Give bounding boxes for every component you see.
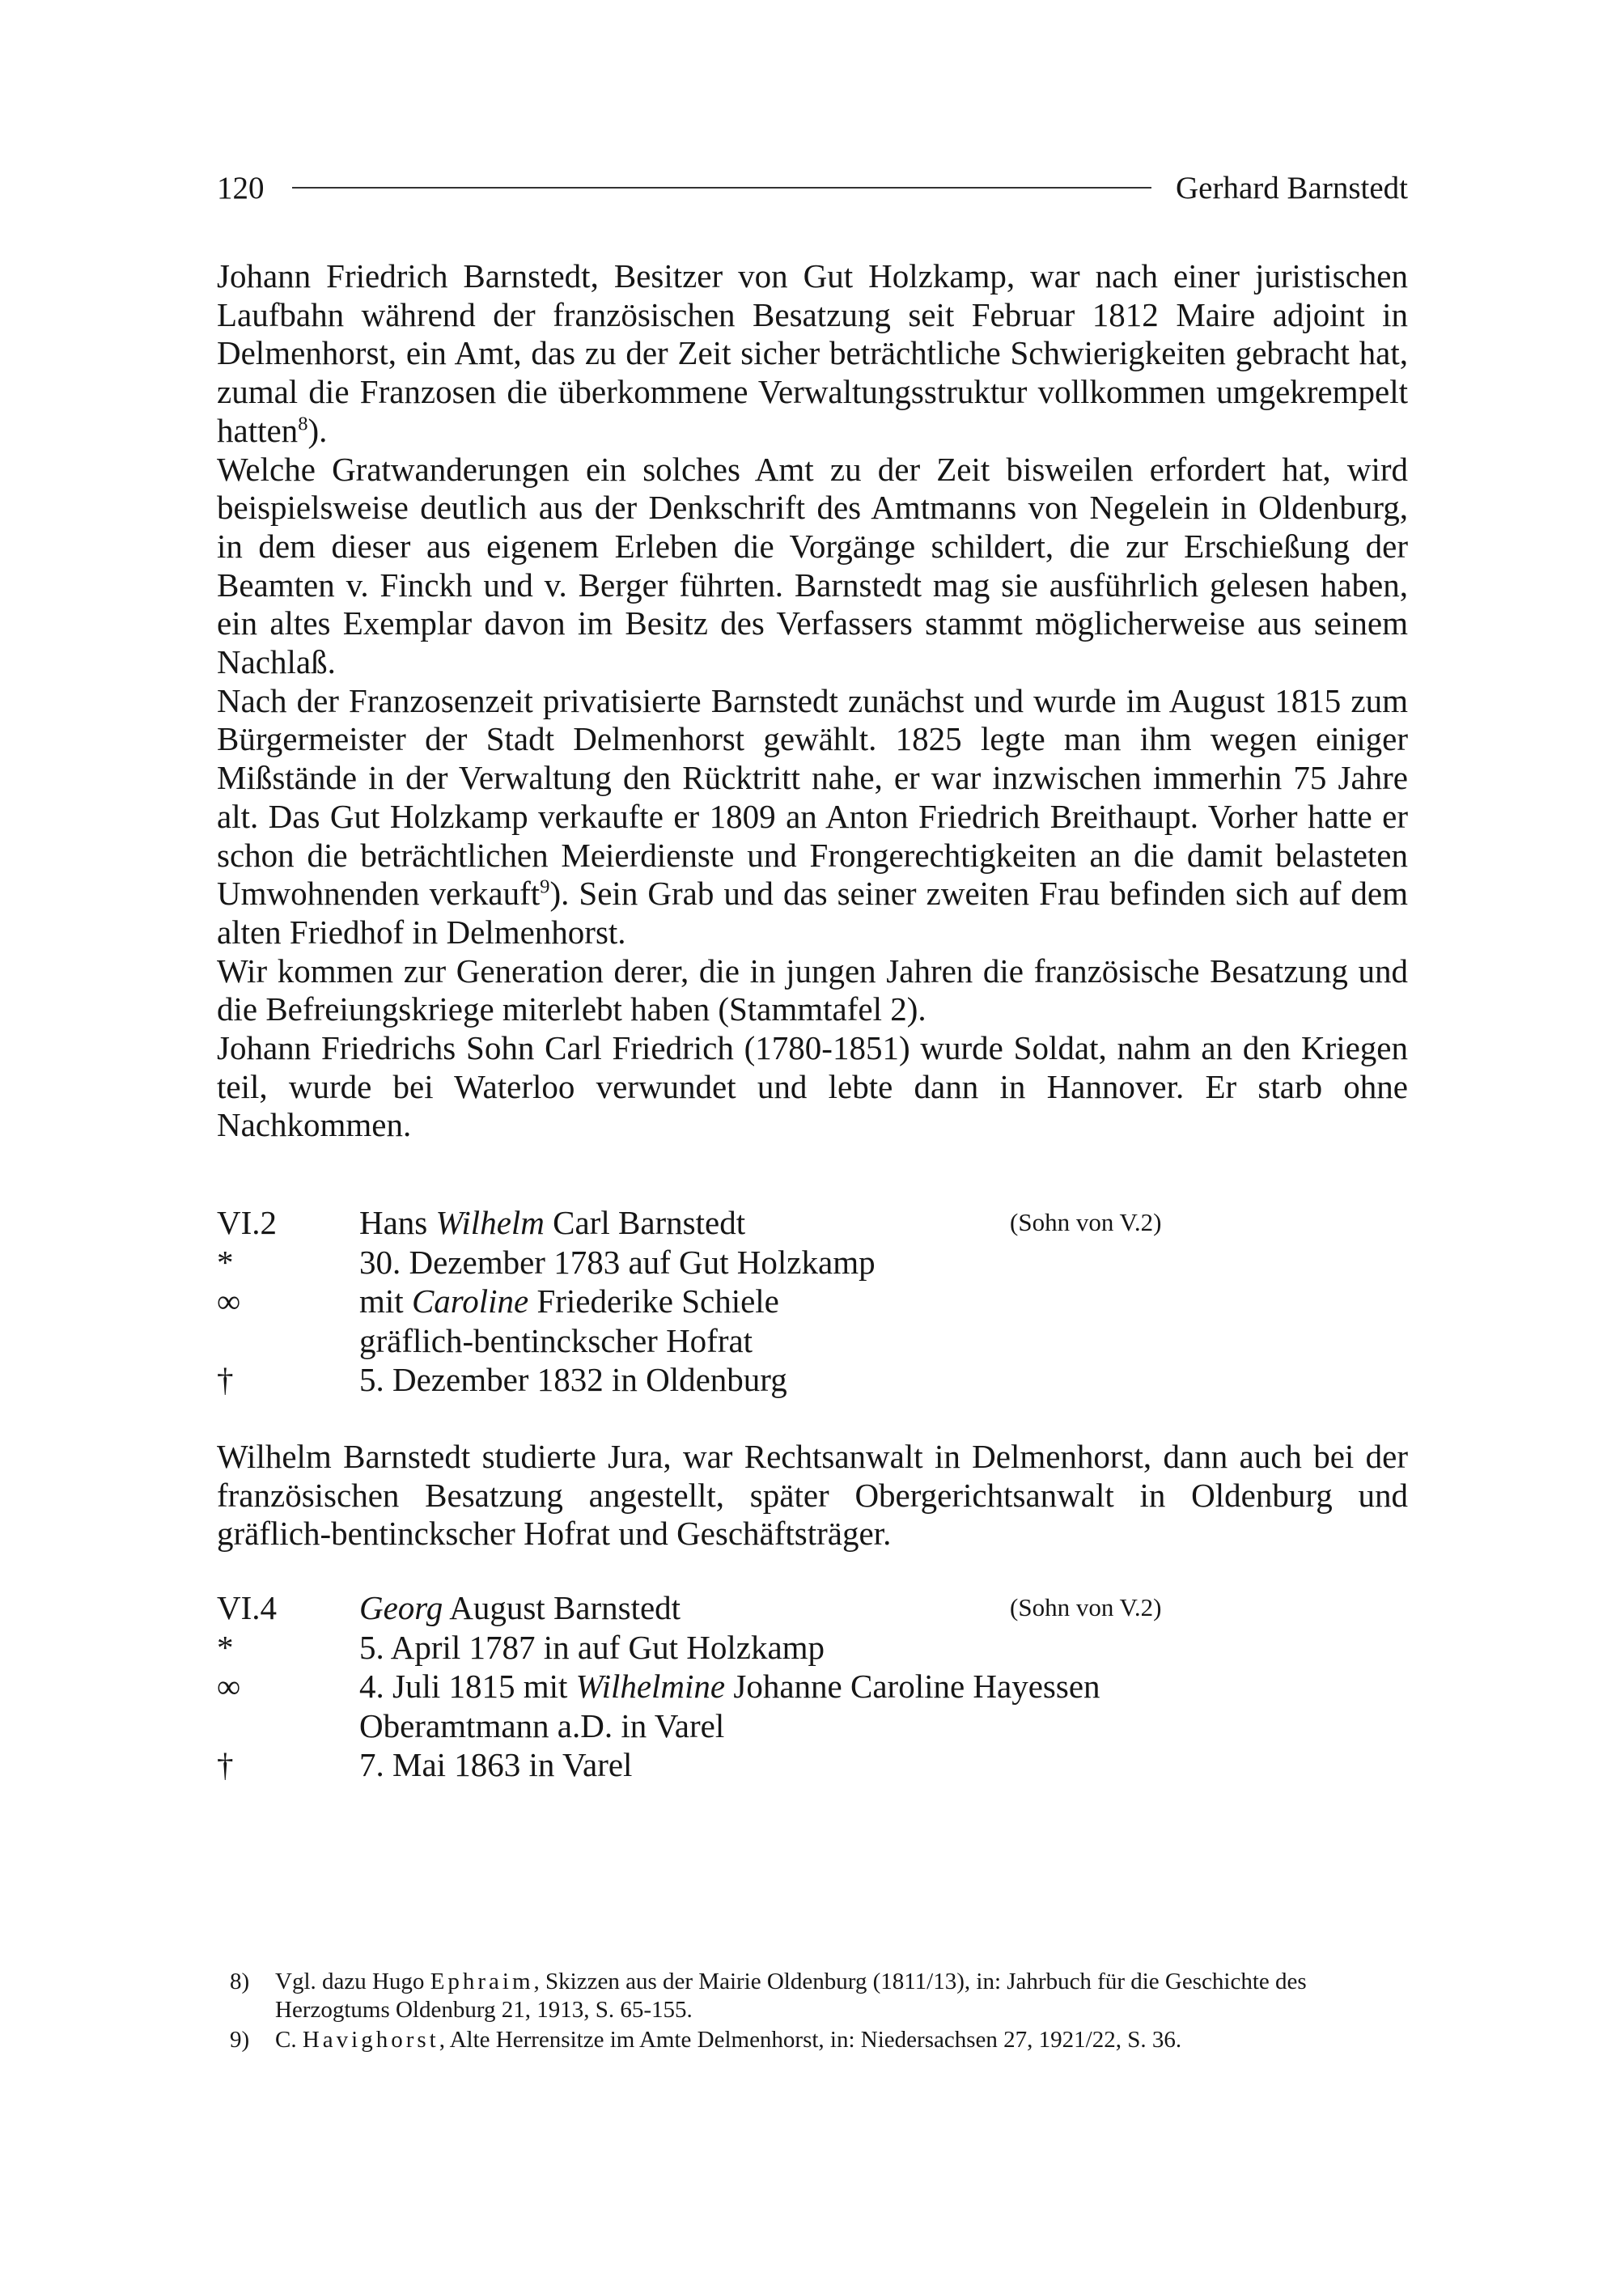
- footnote-text-tail: , Alte Herrensitze im Amte Delmenhorst, in: Niedersachsen 27, 1921/22, S. 36.: [439, 2027, 1182, 2053]
- paragraph-franzosenzeit: [217, 682, 1408, 952]
- paragraph-text-tail: ). Sein Grab und das seiner zweiten Frau befinden sich auf dem alten Friedhof in Delmenhorst.: [217, 875, 1408, 951]
- paragraph-carl-friedrich: Johann Friedrichs Sohn Carl Friedrich (1780-1851) wurde Soldat, nahm an den Kriegen teil, wurde bei Waterloo verwundet und lebte dann in Hannover. Er starb ohne Nachkommen.: [217, 1029, 1408, 1144]
- entry-death-row: [217, 1745, 1408, 1785]
- running-header: [217, 167, 1408, 209]
- genealogy-entry-vi-4: [217, 1588, 1408, 1785]
- entry-marriage-row: [217, 1667, 1408, 1706]
- footnote-author: Ephraim: [430, 1969, 534, 1994]
- running-author: Gerhard Barnstedt: [1176, 170, 1408, 206]
- birth-symbol: *: [217, 1628, 234, 1666]
- paragraph-text: Nach der Franzosenzeit privatisierte Barnstedt zunächst und wurde im August 1815 zum Bürgermeister der Stadt Delmenhorst gewählt. 1825 legte man ihm wegen einiger Mißstände in der Verwaltung den Rücktritt nahe, er war inzwischen immerhin 75 Jahre alt. Das Gut Holzkamp verkaufte er 1809 an Anton Friedrich Breithaupt. Vorher hatte er schon die beträchtlichen Meierdienste und Frongerechtigkeiten an die damit belasteten Umwohnenden verkauft: [217, 681, 1408, 913]
- entry-marriage-row: [217, 1282, 1408, 1321]
- death-symbol: †: [217, 1361, 234, 1398]
- entry-name: Georg August Barnstedt: [359, 1589, 681, 1626]
- marriage-text-2: gräflich-bentinckscher Hofrat: [359, 1321, 753, 1359]
- entry-parent-ref: (Sohn von V.2): [1010, 1208, 1162, 1236]
- paragraph-wilhelm: Wilhelm Barnstedt studierte Jura, war Rechtsanwalt in Delmenhorst, dann auch bei der französischen Besatzung angestellt, später Obergerichtsanwalt in Oldenburg und gräflich-bentinckscher Hofrat und Geschäftsträger.: [217, 1438, 1408, 1553]
- genealogy-entry-vi-2: [217, 1203, 1408, 1400]
- paragraph-generation: Wir kommen zur Generation derer, die in jungen Jahren die französische Besatzung und die Befreiungskriege miterlebt haben (Stammtafel 2).: [217, 952, 1408, 1028]
- footnote-ref-8[interactable]: 8: [298, 413, 308, 435]
- birth-text: 5. April 1787 in auf Gut Holzkamp: [359, 1628, 825, 1666]
- footnote-ref-9[interactable]: 9: [540, 875, 550, 898]
- marriage-symbol: ∞: [217, 1282, 241, 1320]
- marriage-text: mit Caroline Friederike Schiele: [359, 1282, 779, 1320]
- header-rule: [292, 187, 1152, 189]
- footnote-number: 8): [230, 1969, 250, 1994]
- entry-name-row: [217, 1203, 1408, 1243]
- entry-marriage-row-2: [217, 1321, 1408, 1361]
- entry-name-row: [217, 1588, 1408, 1628]
- birth-symbol: *: [217, 1243, 234, 1281]
- entry-parent-ref: (Sohn von V.2): [1010, 1593, 1162, 1621]
- death-symbol: †: [217, 1746, 234, 1783]
- paragraph-johann-friedrich: [217, 257, 1408, 451]
- marriage-text-2: Oberamtmann a.D. in Varel: [359, 1706, 725, 1744]
- footnotes: [230, 1968, 1408, 2056]
- paragraph-text-tail: ).: [307, 411, 328, 449]
- entry-marriage-row-2: [217, 1706, 1408, 1746]
- entry-birth-row: [217, 1243, 1408, 1282]
- footnote-author: Havighorst: [302, 2027, 439, 2053]
- footnote-text-tail: , Skizzen aus der Mairie Oldenburg (1811/13), in: Jahrbuch für die Geschichte des Herzogtums Oldenburg 21, 1913, S. 65-155.: [275, 1969, 1307, 2023]
- entry-id: VI.4: [217, 1589, 278, 1626]
- footnote-8: [230, 1968, 1408, 2024]
- footnote-text: C.: [275, 2027, 303, 2053]
- paragraph-text: Johann Friedrich Barnstedt, Besitzer von Gut Holzkamp, war nach einer juristischen Laufbahn während der französischen Besatzung seit Februar 1812 Maire adjoint in Delmenhorst, ein Amt, das zu der Zeit sicher beträchtliche Schwierigkeiten gebracht hat, zumal die Franzosen die überkommene Verwaltungsstruktur vollkommen umgekrempelt hatten: [217, 257, 1408, 449]
- entry-birth-row: [217, 1628, 1408, 1668]
- footnote-text: Vgl. dazu Hugo: [275, 1969, 430, 1994]
- main-text: [217, 257, 1408, 1145]
- marriage-text: 4. Juli 1815 mit Wilhelmine Johanne Caroline Hayessen: [359, 1668, 1100, 1705]
- footnote-9: [230, 2026, 1408, 2054]
- page-number: 120: [217, 170, 265, 206]
- death-text: 5. Dezember 1832 in Oldenburg: [359, 1361, 787, 1398]
- entry-death-row: [217, 1360, 1408, 1400]
- marriage-symbol: ∞: [217, 1668, 241, 1705]
- entry-id: VI.2: [217, 1204, 278, 1241]
- main-text-2: [217, 1438, 1408, 1553]
- birth-text: 30. Dezember 1783 auf Gut Holzkamp: [359, 1243, 876, 1281]
- death-text: 7. Mai 1863 in Varel: [359, 1746, 633, 1783]
- footnote-number: 9): [230, 2027, 250, 2053]
- paragraph-gratwanderungen: Welche Gratwanderungen ein solches Amt zu der Zeit bisweilen erfordert hat, wird beispielsweise deutlich aus der Denkschrift des Amtmanns von Negelein in Oldenburg, in dem dieser aus eigenem Erleben die Vorgänge schildert, die zur Erschießung der Beamten v. Finckh und v. Berger führten. Barnstedt mag sie ausführlich gelesen haben, ein altes Exemplar davon im Besitz des Verfassers stammt möglicherweise aus seinem Nachlaß.: [217, 450, 1408, 681]
- entry-name: Hans Wilhelm Carl Barnstedt: [359, 1204, 746, 1241]
